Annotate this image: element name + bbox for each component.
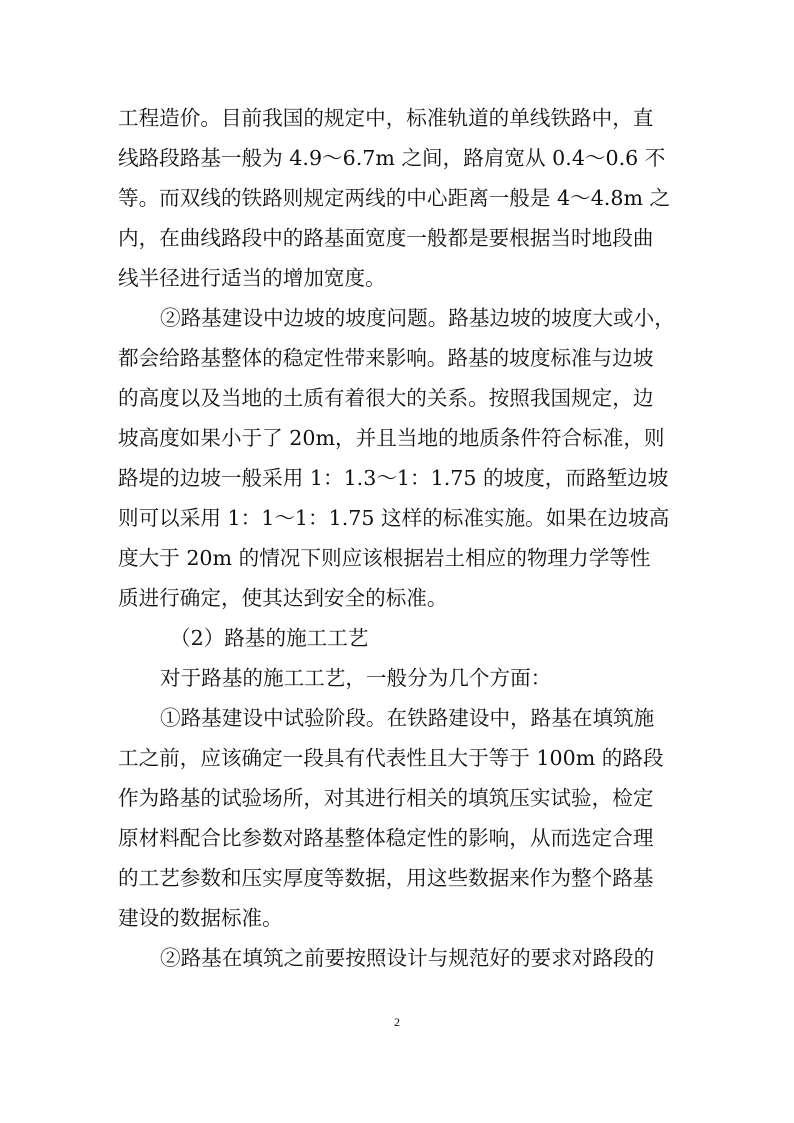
- text-line: 内，在曲线路段中的路基面宽度一般都是要根据当时地段曲: [118, 226, 654, 250]
- text-line: 等。而双线的铁路则规定两线的中心距离一般是 4～4.8m 之: [118, 186, 671, 210]
- body-text: [118, 98, 680, 978]
- paragraph-first-line: 对于路基的施工工艺，一般分为几个方面：: [160, 666, 552, 690]
- text-line: 原材料配合比参数对路基整体稳定性的影响，从而选定合理: [118, 826, 654, 850]
- text-line: 则可以采用 1：1～1：1.75 这样的标准实施。如果在边坡高: [118, 506, 670, 530]
- paragraph-first-line: ②路基建设中边坡的坡度问题。路基边坡的坡度大或小，: [160, 306, 675, 330]
- text-line: 工程造价。目前我国的规定中，标准轨道的单线铁路中，直: [118, 106, 654, 130]
- section-heading: （2）路基的施工工艺: [170, 626, 369, 650]
- text-line: 线半径进行适当的增加宽度。: [118, 266, 386, 290]
- text-line: 的高度以及当地的土质有着很大的关系。按照我国规定，边: [118, 386, 654, 410]
- text-line: 工之前，应该确定一段具有代表性且大于等于 100m 的路段: [118, 746, 664, 770]
- text-line: 线路段路基一般为 4.9～6.7m 之间，路肩宽从 0.4～0.6 不: [118, 146, 666, 170]
- text-line: 度大于 20m 的情况下则应该根据岩土相应的物理力学等性: [118, 546, 651, 570]
- text-line: 建设的数据标准。: [118, 906, 283, 930]
- paragraph-first-line: ①路基建设中试验阶段。在铁路建设中，路基在填筑施: [160, 706, 655, 730]
- page-number: 2: [394, 1015, 400, 1029]
- text-line: 质进行确定，使其达到安全的标准。: [118, 586, 448, 610]
- text-line: 坡高度如果小于了 20m，并且当地的地质条件符合标准，则: [118, 426, 665, 450]
- text-line: 路堤的边坡一般采用 1：1.3～1：1.75 的坡度，而路堑边坡: [118, 466, 669, 490]
- text-line: 作为路基的试验场所，对其进行相关的填筑压实试验，检定: [118, 786, 654, 810]
- paragraph-first-line: ②路基在填筑之前要按照设计与规范好的要求对路段的: [160, 946, 655, 970]
- text-line: 的工艺参数和压实厚度等数据，用这些数据来作为整个路基: [118, 866, 654, 890]
- text-line: 都会给路基整体的稳定性带来影响。路基的坡度标准与边坡: [118, 346, 654, 370]
